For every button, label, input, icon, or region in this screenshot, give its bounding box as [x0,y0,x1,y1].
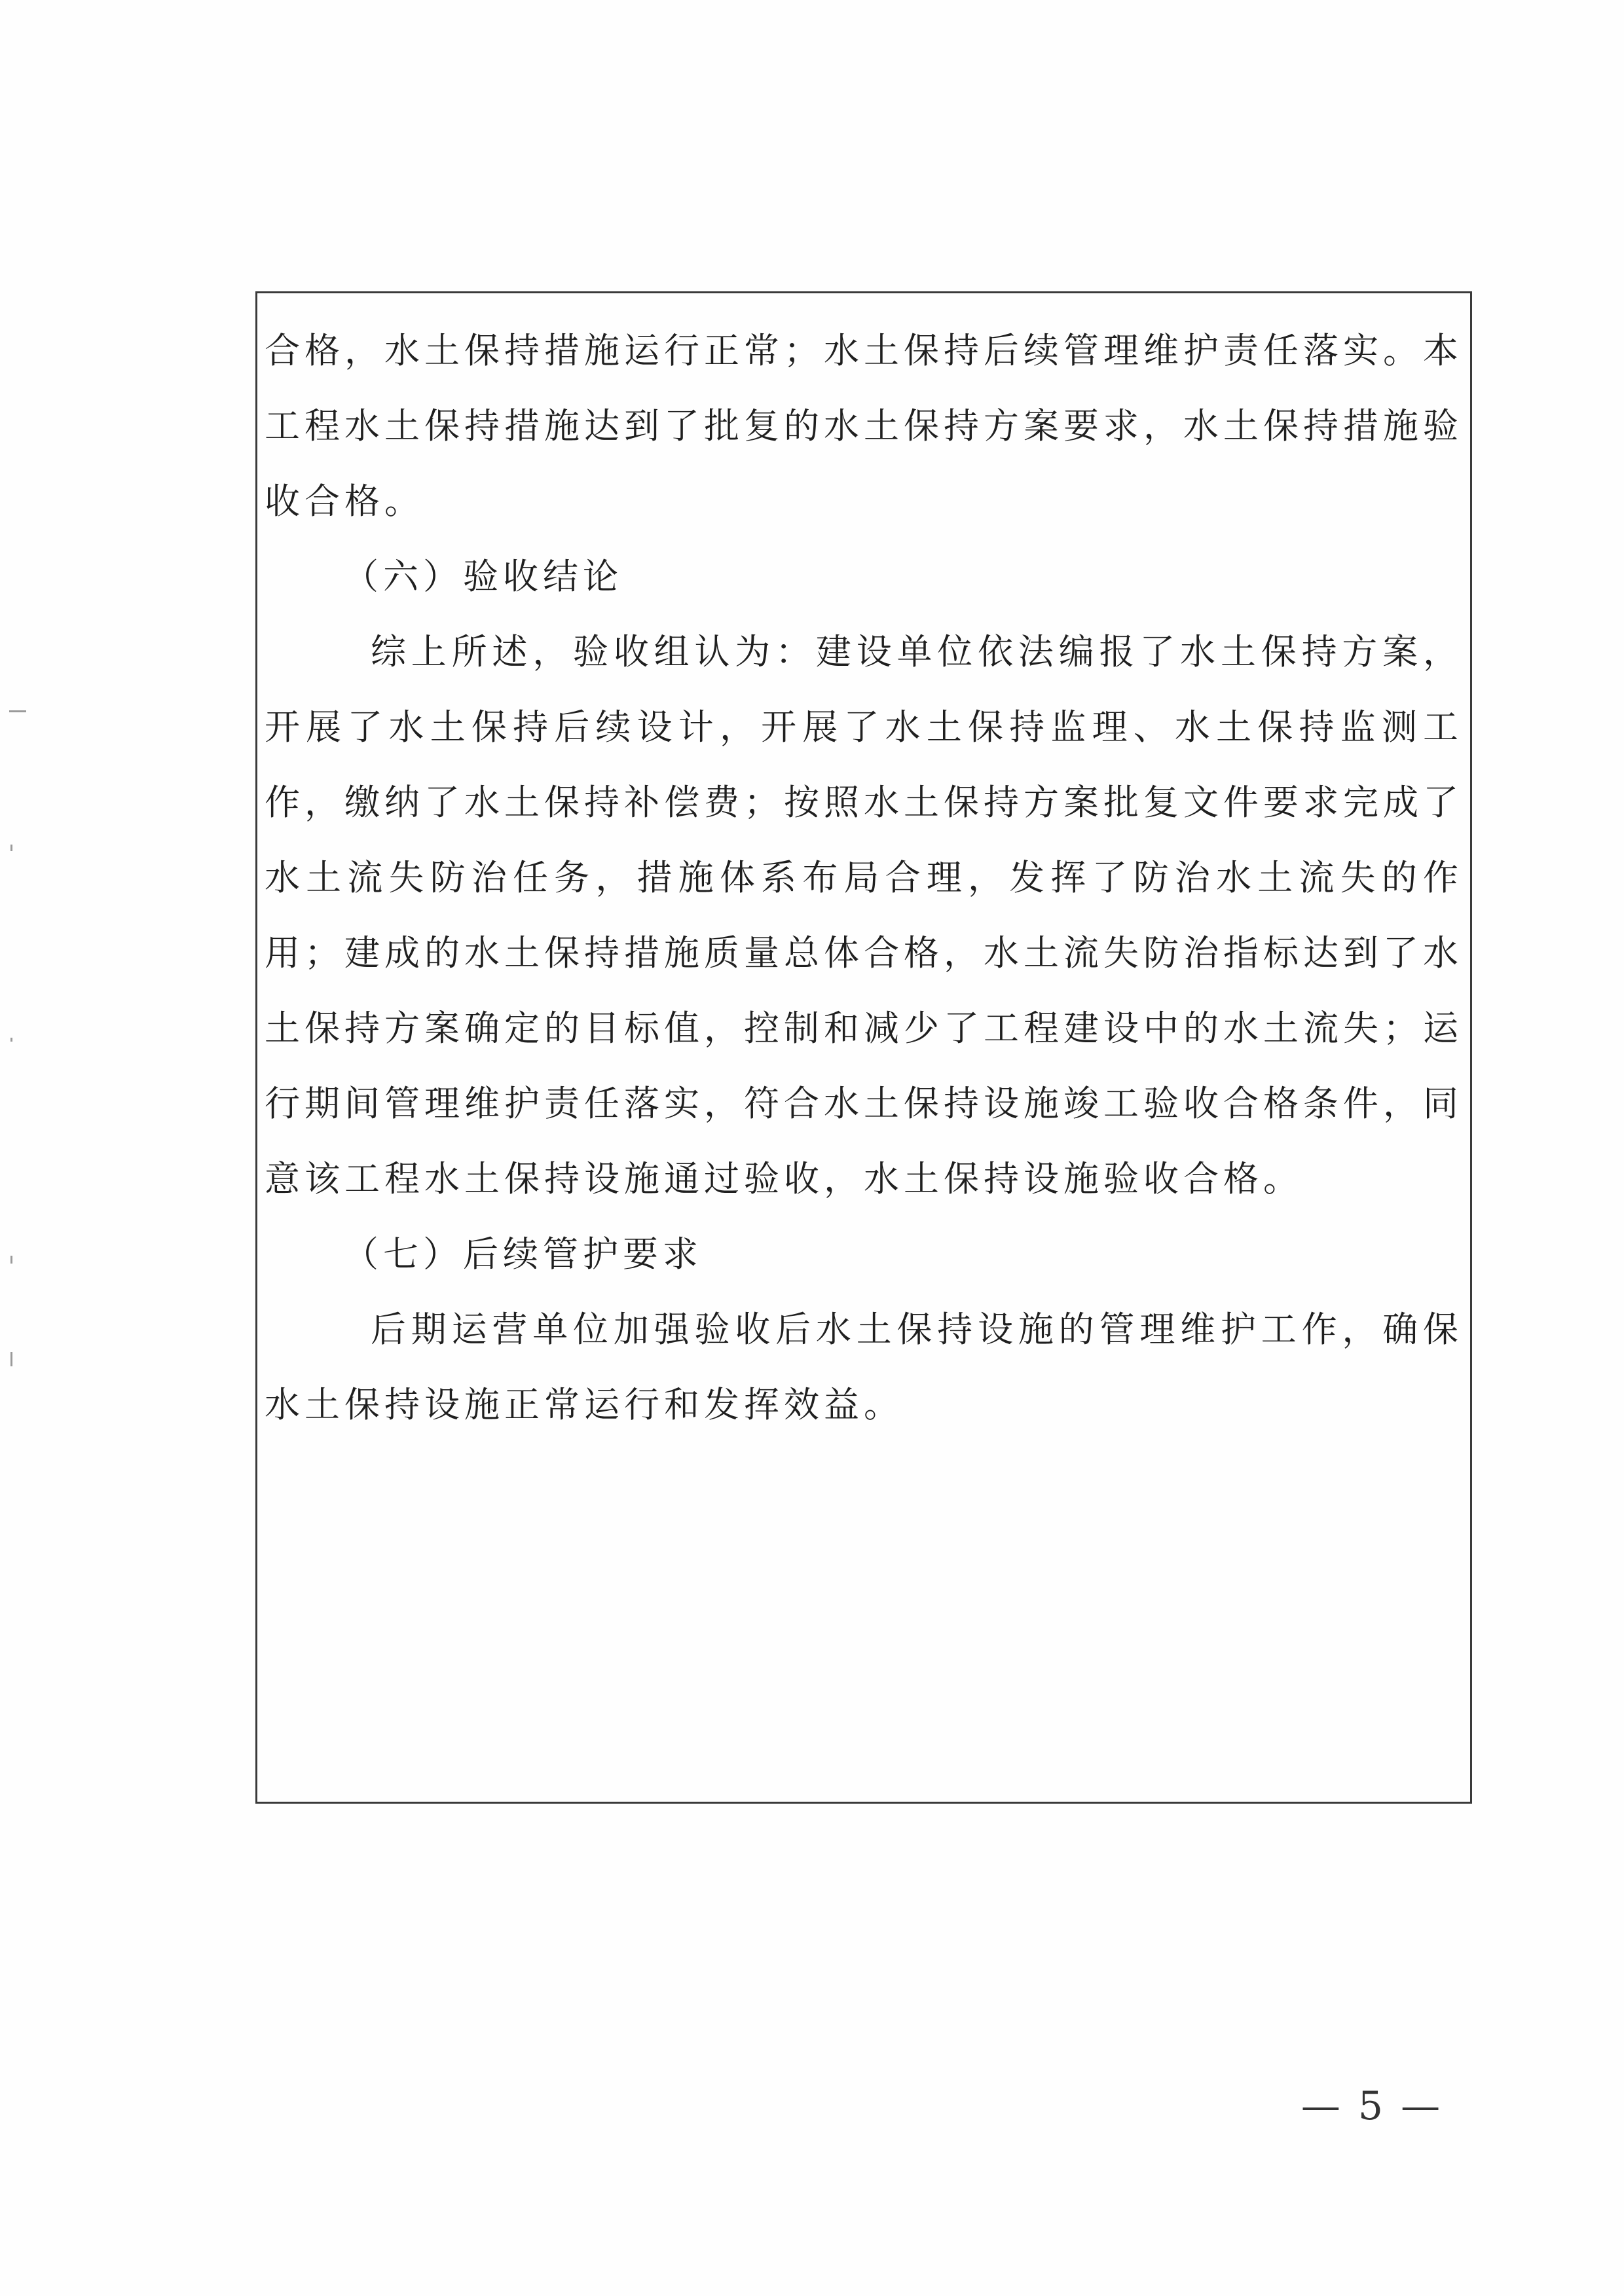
page-number: — 5 — [1301,2083,1443,2129]
section-heading-maintenance: （七）后续管护要求 [343,1233,703,1275]
scan-mark [10,845,12,851]
paragraph-maintenance: 后期运营单位加强验收后水土保持设施的管理维护工作，确保水土保持设施正常运行和发挥效益。 [265,1309,1463,1425]
paragraph-continuation: 合格，水土保持措施运行正常；水土保持后续管理维护责任落实。本工程水土保持措施达到了批复的水土保持方案要求，水土保持措施验收合格。 [265,330,1463,522]
scan-mark [10,1256,12,1264]
section-heading-conclusion: （六）验收结论 [343,556,623,597]
paragraph-conclusion: 综上所述，验收组认为：建设单位依法编报了水土保持方案，开展了水土保持后续设计，开展了水土保持监理、水土保持监测工作，缴纳了水土保持补偿费；按照水土保持方案批复文件要求完成了水土流失防治任务，措施体系布局合理，发挥了防治水土流失的作用；建成的水土保持措施质量总体合格，水土流失防治指标达到了水土保持方案确定的目标值，控制和减少了工程建设中的水土流失；运行期间管理维护责任落实，符合水土保持设施竣工验收合格条件，同意该工程水土保持设施通过验收，水土保持设施验收合格。 [265,631,1463,1199]
scan-mark [10,1038,12,1042]
scan-mark [10,1352,12,1366]
scan-mark [9,710,26,712]
